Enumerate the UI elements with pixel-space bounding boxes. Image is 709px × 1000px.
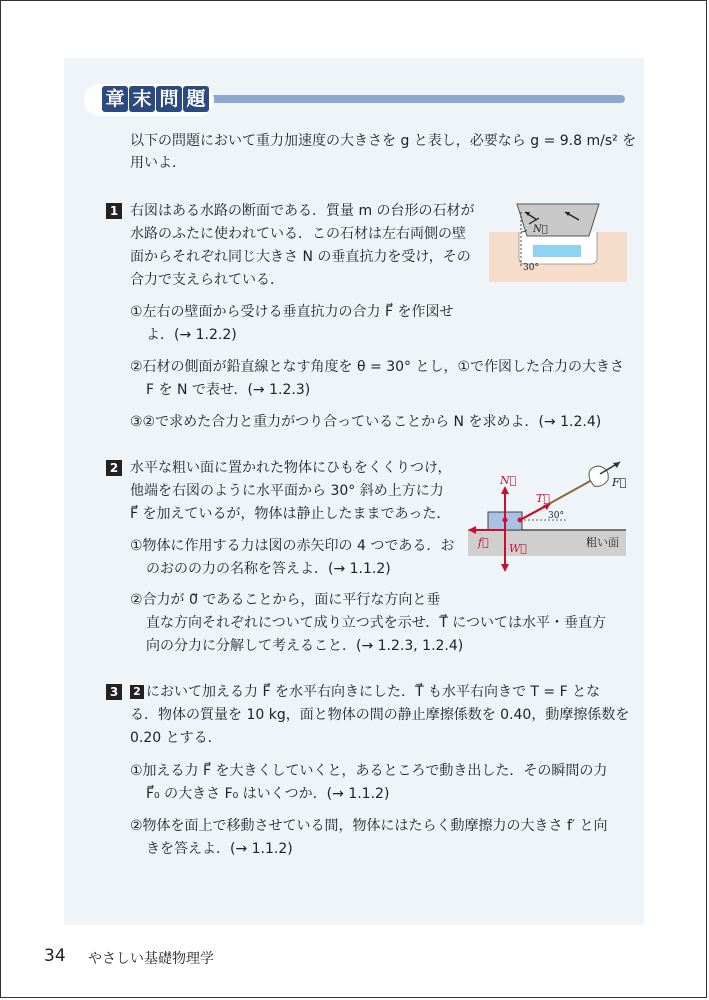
label-f: F⃗ (612, 476, 627, 489)
title-char: 問 (156, 86, 182, 112)
problem-number-1: 1 (106, 203, 122, 219)
label-angle: 30° (548, 511, 564, 521)
problem-text: 0.20 とする． (130, 730, 222, 746)
sub-question: ①加える力 F⃗ を大きくしていくと，あるところで動き出した．その瞬間の力 (130, 763, 608, 779)
problem-text: 右図はある水路の断面である．質量 m の台形の石材が (130, 203, 475, 219)
sub-question: F を N で表せ．(→ 1.2.3) (146, 382, 311, 398)
problem-text: 面からそれぞれ同じ大きさ N の垂直抗力を受け，その (130, 249, 471, 265)
page-number: 34 (44, 946, 66, 966)
problem-text: る．物体の質量を 10 kg，面と物体の間の静止摩擦係数を 0.40，動摩擦係数を (130, 707, 630, 723)
title-char: 題 (183, 86, 209, 112)
sub-question: のおのの力の名称を答えよ．(→ 1.1.2) (146, 561, 391, 577)
problem-text (130, 681, 600, 703)
sub-question: 直な方向それぞれについて成り立つ式を示せ．T⃗ については水平・垂直方 (146, 615, 607, 631)
sub-question: ①物体に作用する力は図の赤矢印の 4 つである．お (130, 538, 455, 554)
label-n: N⃗ (533, 224, 548, 235)
problem-text: F⃗ を加えているが，物体は静止したままであった． (130, 506, 451, 522)
section-title (102, 86, 209, 112)
water (533, 245, 581, 257)
problem-number-3: 3 (106, 684, 122, 700)
problem-text: 合力で支えられている． (130, 272, 284, 288)
label-n: N⃗ (500, 474, 517, 487)
surface-label: 粗い面 (586, 536, 619, 549)
sub-question: ①左右の壁面から受ける垂直抗力の合力 F⃗ を作図せ (130, 304, 454, 320)
problem-ref: 2 (130, 685, 144, 699)
title-char: 章 (102, 86, 128, 112)
sub-question: F⃗₀ の大きさ F₀ はいくつか．(→ 1.1.2) (146, 786, 390, 802)
label-w: W⃗ (509, 542, 527, 555)
waterway-figure (489, 198, 629, 284)
label-angle: 30° (523, 263, 539, 273)
sub-question: ②物体を面上で移動させている間，物体にはたらく動摩擦力の大きさ f′ と向 (130, 818, 608, 834)
problem-text: 水路のふたに使われている．この石材は左右両側の壁 (130, 226, 466, 242)
problem-text: 水平な粗い面に置かれた物体にひもをくくりつけ， (130, 460, 452, 476)
problem-text-line: において加える力 F⃗ を水平右向きにした．T⃗ も水平右向きで T = F とな (146, 684, 601, 700)
friction-figure (462, 456, 630, 578)
intro-line: 以下の問題において重力加速度の大きさを g と表し，必要なら g = 9.8 m/s² を (130, 133, 637, 149)
sub-question: ③②で求めた合力と重力がつり合っていることから N を求めよ．(→ 1.2.4) (130, 414, 602, 430)
sub-question: きを答えよ．(→ 1.1.2) (146, 841, 293, 857)
sub-question: 向の分力に分解して考えること．(→ 1.2.3, 1.2.4) (146, 638, 464, 654)
intro-line: 用いよ． (130, 155, 186, 171)
problem-number-2: 2 (106, 460, 122, 476)
hand (589, 466, 608, 486)
title-char: 末 (129, 86, 155, 112)
problem-text: 他端を右図のように水平面から 30° 斜め上方に力 (130, 483, 444, 499)
sub-question: ②石材の側面が鉛直線となす角度を θ = 30° とし，①で作図した合力の大きさ (130, 359, 625, 375)
book-title: やさしい基礎物理学 (88, 951, 214, 967)
label-friction: f⃗ (478, 536, 489, 549)
sub-question: よ．(→ 1.2.2) (146, 327, 237, 343)
sub-question: ②合力が 0⃗ であることから，面に平行な方向と垂 (130, 592, 441, 608)
stone-block (517, 204, 599, 236)
label-t: T⃗ (536, 492, 550, 505)
